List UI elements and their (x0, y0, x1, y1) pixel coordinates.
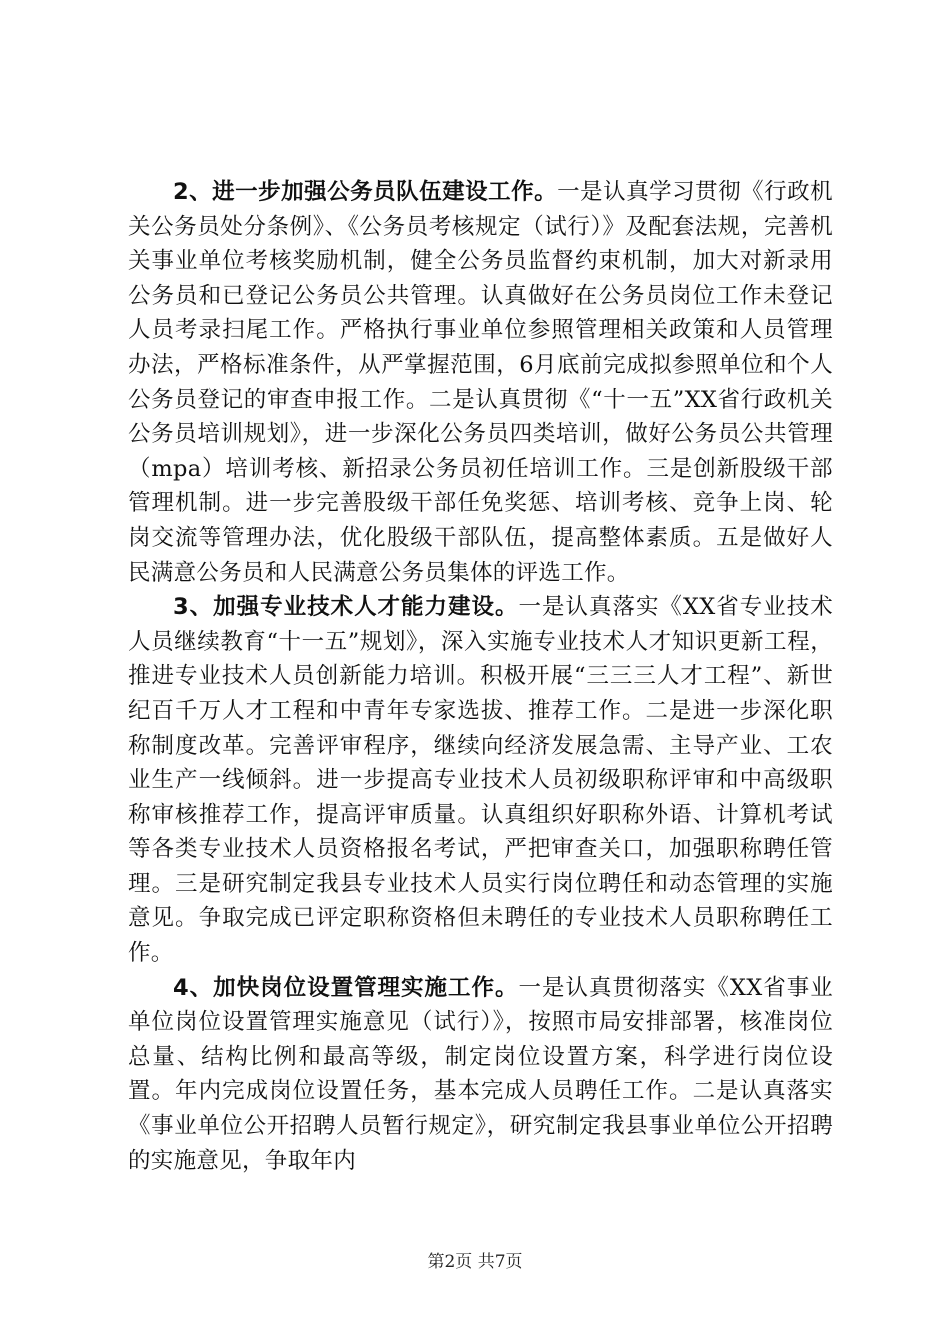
paragraph-3 (128, 590, 833, 971)
paragraph-4 (128, 971, 833, 1179)
paragraph-3-heading: 3、加强专业技术人才能力建设。 (173, 594, 519, 621)
paragraph-3-text: 一是认真落实《XX省专业技术人员继续教育“十一五”规划》，深入实施专业技术人才知识更新工程，推进专业技术人员创新能力培训。积极开展“三三三人才工程”、新世纪百千万人才工程和中青年专家选拔、推荐工作。二是进一步深化职称制度改革。完善评审程序，继续向经济发展急需、主导产业、工农业生产一线倾斜。进一步提高专业技术人员初级职称评审和中高级职称审核推荐工作，提高评审质量。认真组织好职称外语、计算机考试等各类专业技术人员资格报名考试，严把审查关口，加强职称聘任管理。三是研究制定我县专业技术人员实行岗位聘任和动态管理的实施意见。争取完成已评定职称资格但未聘任的专业技术人员职称聘任工作。 (128, 594, 834, 967)
paragraph-4-text: 一是认真贯彻落实《XX省事业单位岗位设置管理实施意见（试行）》，按照市局安排部署，核准岗位总量、结构比例和最高等级，制定岗位设置方案，科学进行岗位设置。年内完成岗位设置任务，基本完成人员聘任工作。二是认真落实《事业单位公开招聘人员暂行规定》，研究制定我县事业单位公开招聘的实施意见，争取年内 (128, 974, 834, 1174)
paragraph-4-heading: 4、加快岗位设置管理实施工作。 (173, 974, 519, 1001)
paragraph-2-text: 一是认真学习贯彻《行政机关公务员处分条例》、《公务员考核规定（试行）》及配套法规，完善机关事业单位考核奖励机制，健全公务员监督约束机制，加大对新录用公务员和已登记公务员公共管理。认真做好在公务员岗位工作未登记人员考录扫尾工作。严格执行事业单位参照管理相关政策和人员管理办法，严格标准条件，从严掌握范围，6月底前完成拟参照单位和个人公务员登记的审查申报工作。二是认真贯彻《“十一五”XX省行政机关公务员培训规划》，进一步深化公务员四类培训，做好公务员公共管理（mpa）培训考核、新招录公务员初任培训工作。三是创新股级干部管理机制。进一步完善股级干部任免奖惩、培训考核、竞争上岗、轮岗交流等管理办法，优化股级干部队伍，提高整体素质。五是做好人民满意公务员和人民满意公务员集体的评选工作。 (128, 179, 833, 586)
document-body (128, 175, 833, 1178)
paragraph-2-heading: 2、进一步加强公务员队伍建设工作。 (173, 179, 558, 205)
paragraph-2 (128, 175, 833, 590)
page-number-footer: 第2页 共7页 (427, 1252, 523, 1272)
